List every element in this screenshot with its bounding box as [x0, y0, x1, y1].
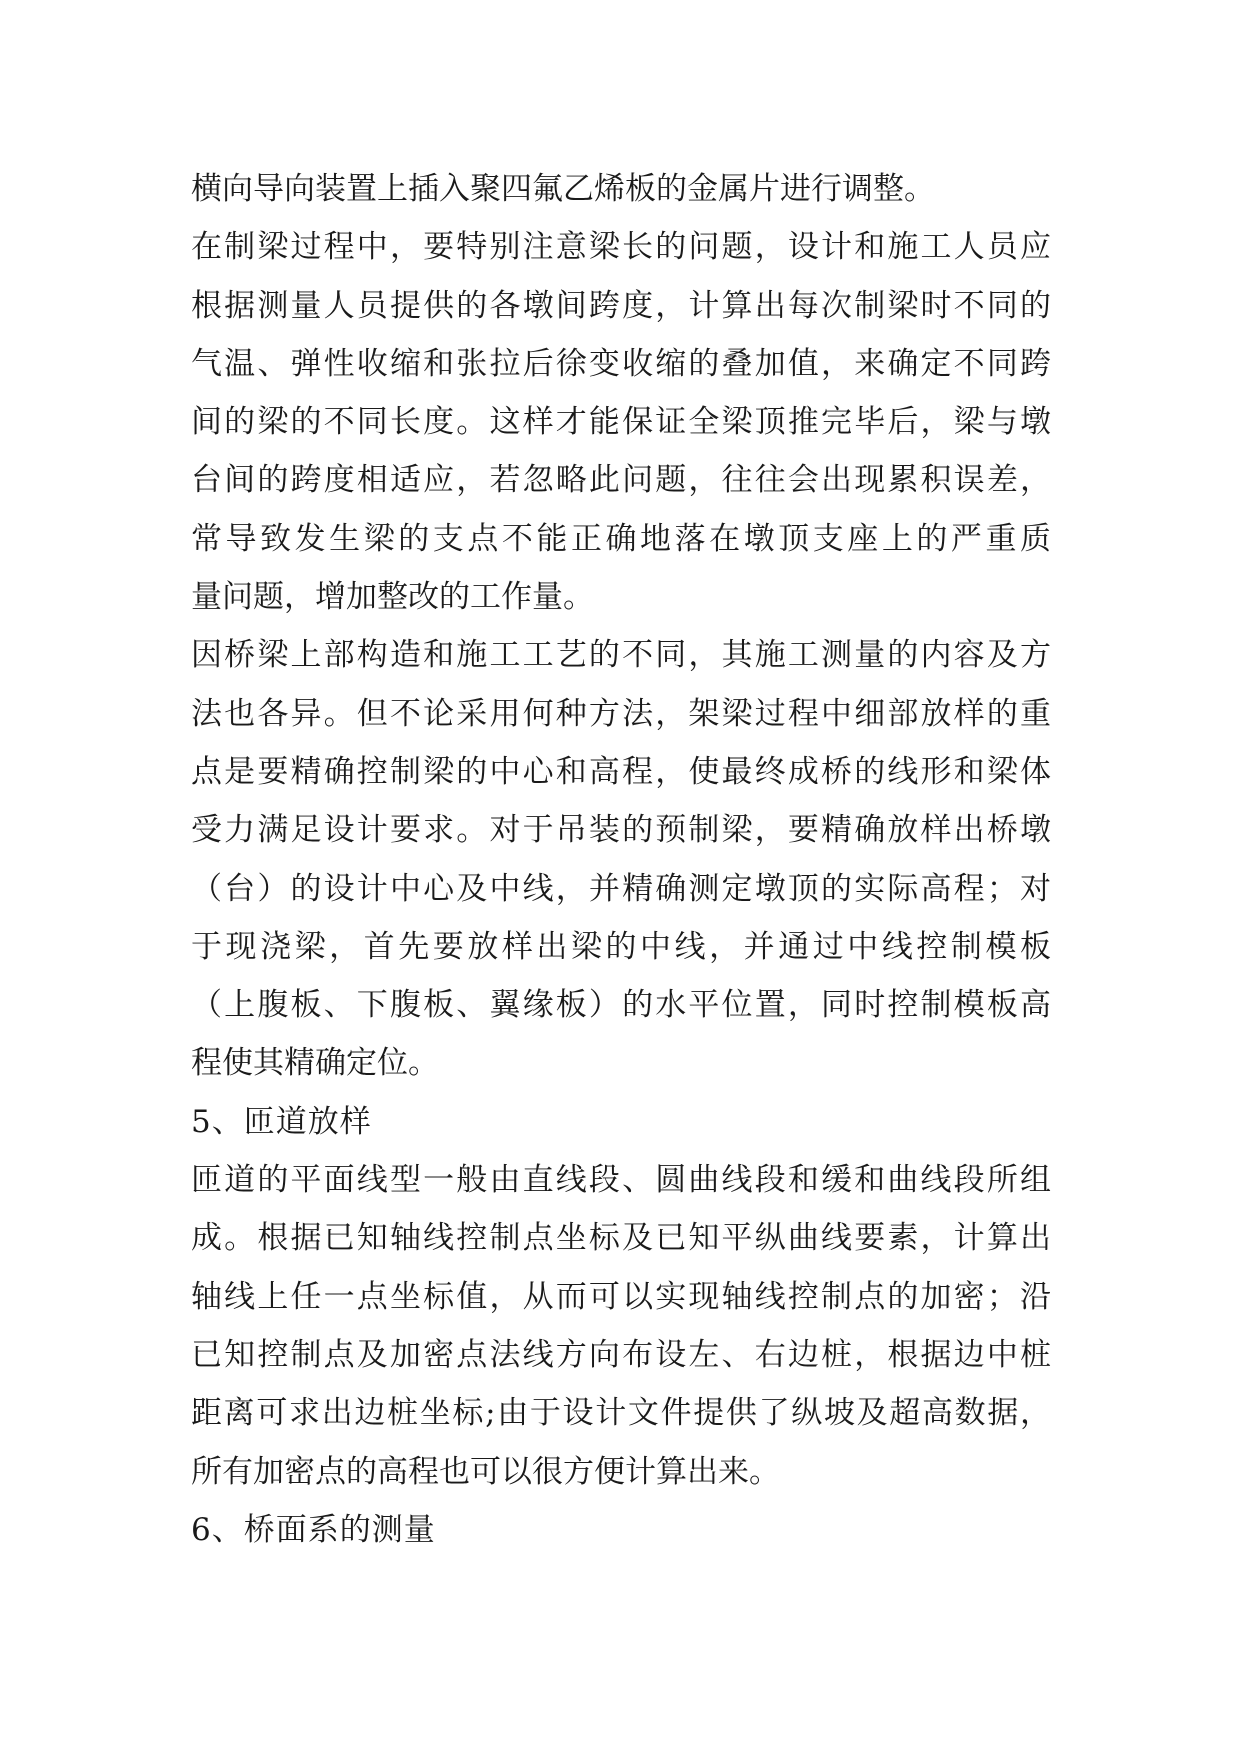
text-line: 匝道的平面线型一般由直线段、圆曲线段和缓和曲线段所组	[191, 1162, 1051, 1199]
text-line: 距离可求出边桩坐标;由于设计文件提供了纵坡及超高数据，	[191, 1395, 1051, 1432]
text-line: 已知控制点及加密点法线方向布设左、右边桩，根据边中桩	[191, 1336, 1051, 1373]
text-line: 轴线上任一点坐标值，从而可以实现轴线控制点的加密；沿	[191, 1278, 1051, 1315]
text-line: 法也各异。但不论采用何种方法，架梁过程中细部放样的重	[191, 695, 1051, 732]
text-line: 间的梁的不同长度。这样才能保证全梁顶推完毕后，梁与墩	[191, 404, 1051, 441]
text-line: 于现浇梁，首先要放样出梁的中线，并通过中线控制模板	[191, 928, 1051, 965]
body-text	[191, 160, 1051, 1559]
text-line: 程使其精确定位。	[191, 1045, 439, 1082]
text-line: 量问题，增加整改的工作量。	[191, 579, 594, 616]
text-line: （上腹板、下腹板、翼缘板）的水平位置，同时控制模板高	[191, 987, 1051, 1024]
text-line: 受力满足设计要求。对于吊装的预制梁，要精确放样出桥墩	[191, 812, 1051, 849]
text-line: 气温、弹性收缩和张拉后徐变收缩的叠加值，来确定不同跨	[191, 345, 1051, 382]
text-line: 因桥梁上部构造和施工工艺的不同，其施工测量的内容及方	[191, 637, 1051, 674]
section-heading: 6、桥面系的测量	[191, 1511, 436, 1548]
text-line: （台）的设计中心及中线，并精确测定墩顶的实际高程；对	[191, 870, 1051, 907]
section-heading: 5、匝道放样	[191, 1103, 372, 1140]
text-line: 成。根据已知轴线控制点坐标及已知平纵曲线要素，计算出	[191, 1220, 1051, 1257]
text-line: 常导致发生梁的支点不能正确地落在墩顶支座上的严重质	[191, 520, 1051, 557]
text-line: 所有加密点的高程也可以很方便计算出来。	[191, 1453, 780, 1490]
text-line: 台间的跨度相适应，若忽略此问题，往往会出现累积误差，	[191, 462, 1051, 499]
text-line: 在制梁过程中，要特别注意梁长的问题，设计和施工人员应	[191, 229, 1051, 266]
text-line: 根据测量人员提供的各墩间跨度，计算出每次制梁时不同的	[191, 287, 1051, 324]
text-line: 横向导向装置上插入聚四氟乙烯板的金属片进行调整。	[191, 171, 935, 207]
text-line: 点是要精确控制梁的中心和高程，使最终成桥的线形和梁体	[191, 753, 1051, 790]
